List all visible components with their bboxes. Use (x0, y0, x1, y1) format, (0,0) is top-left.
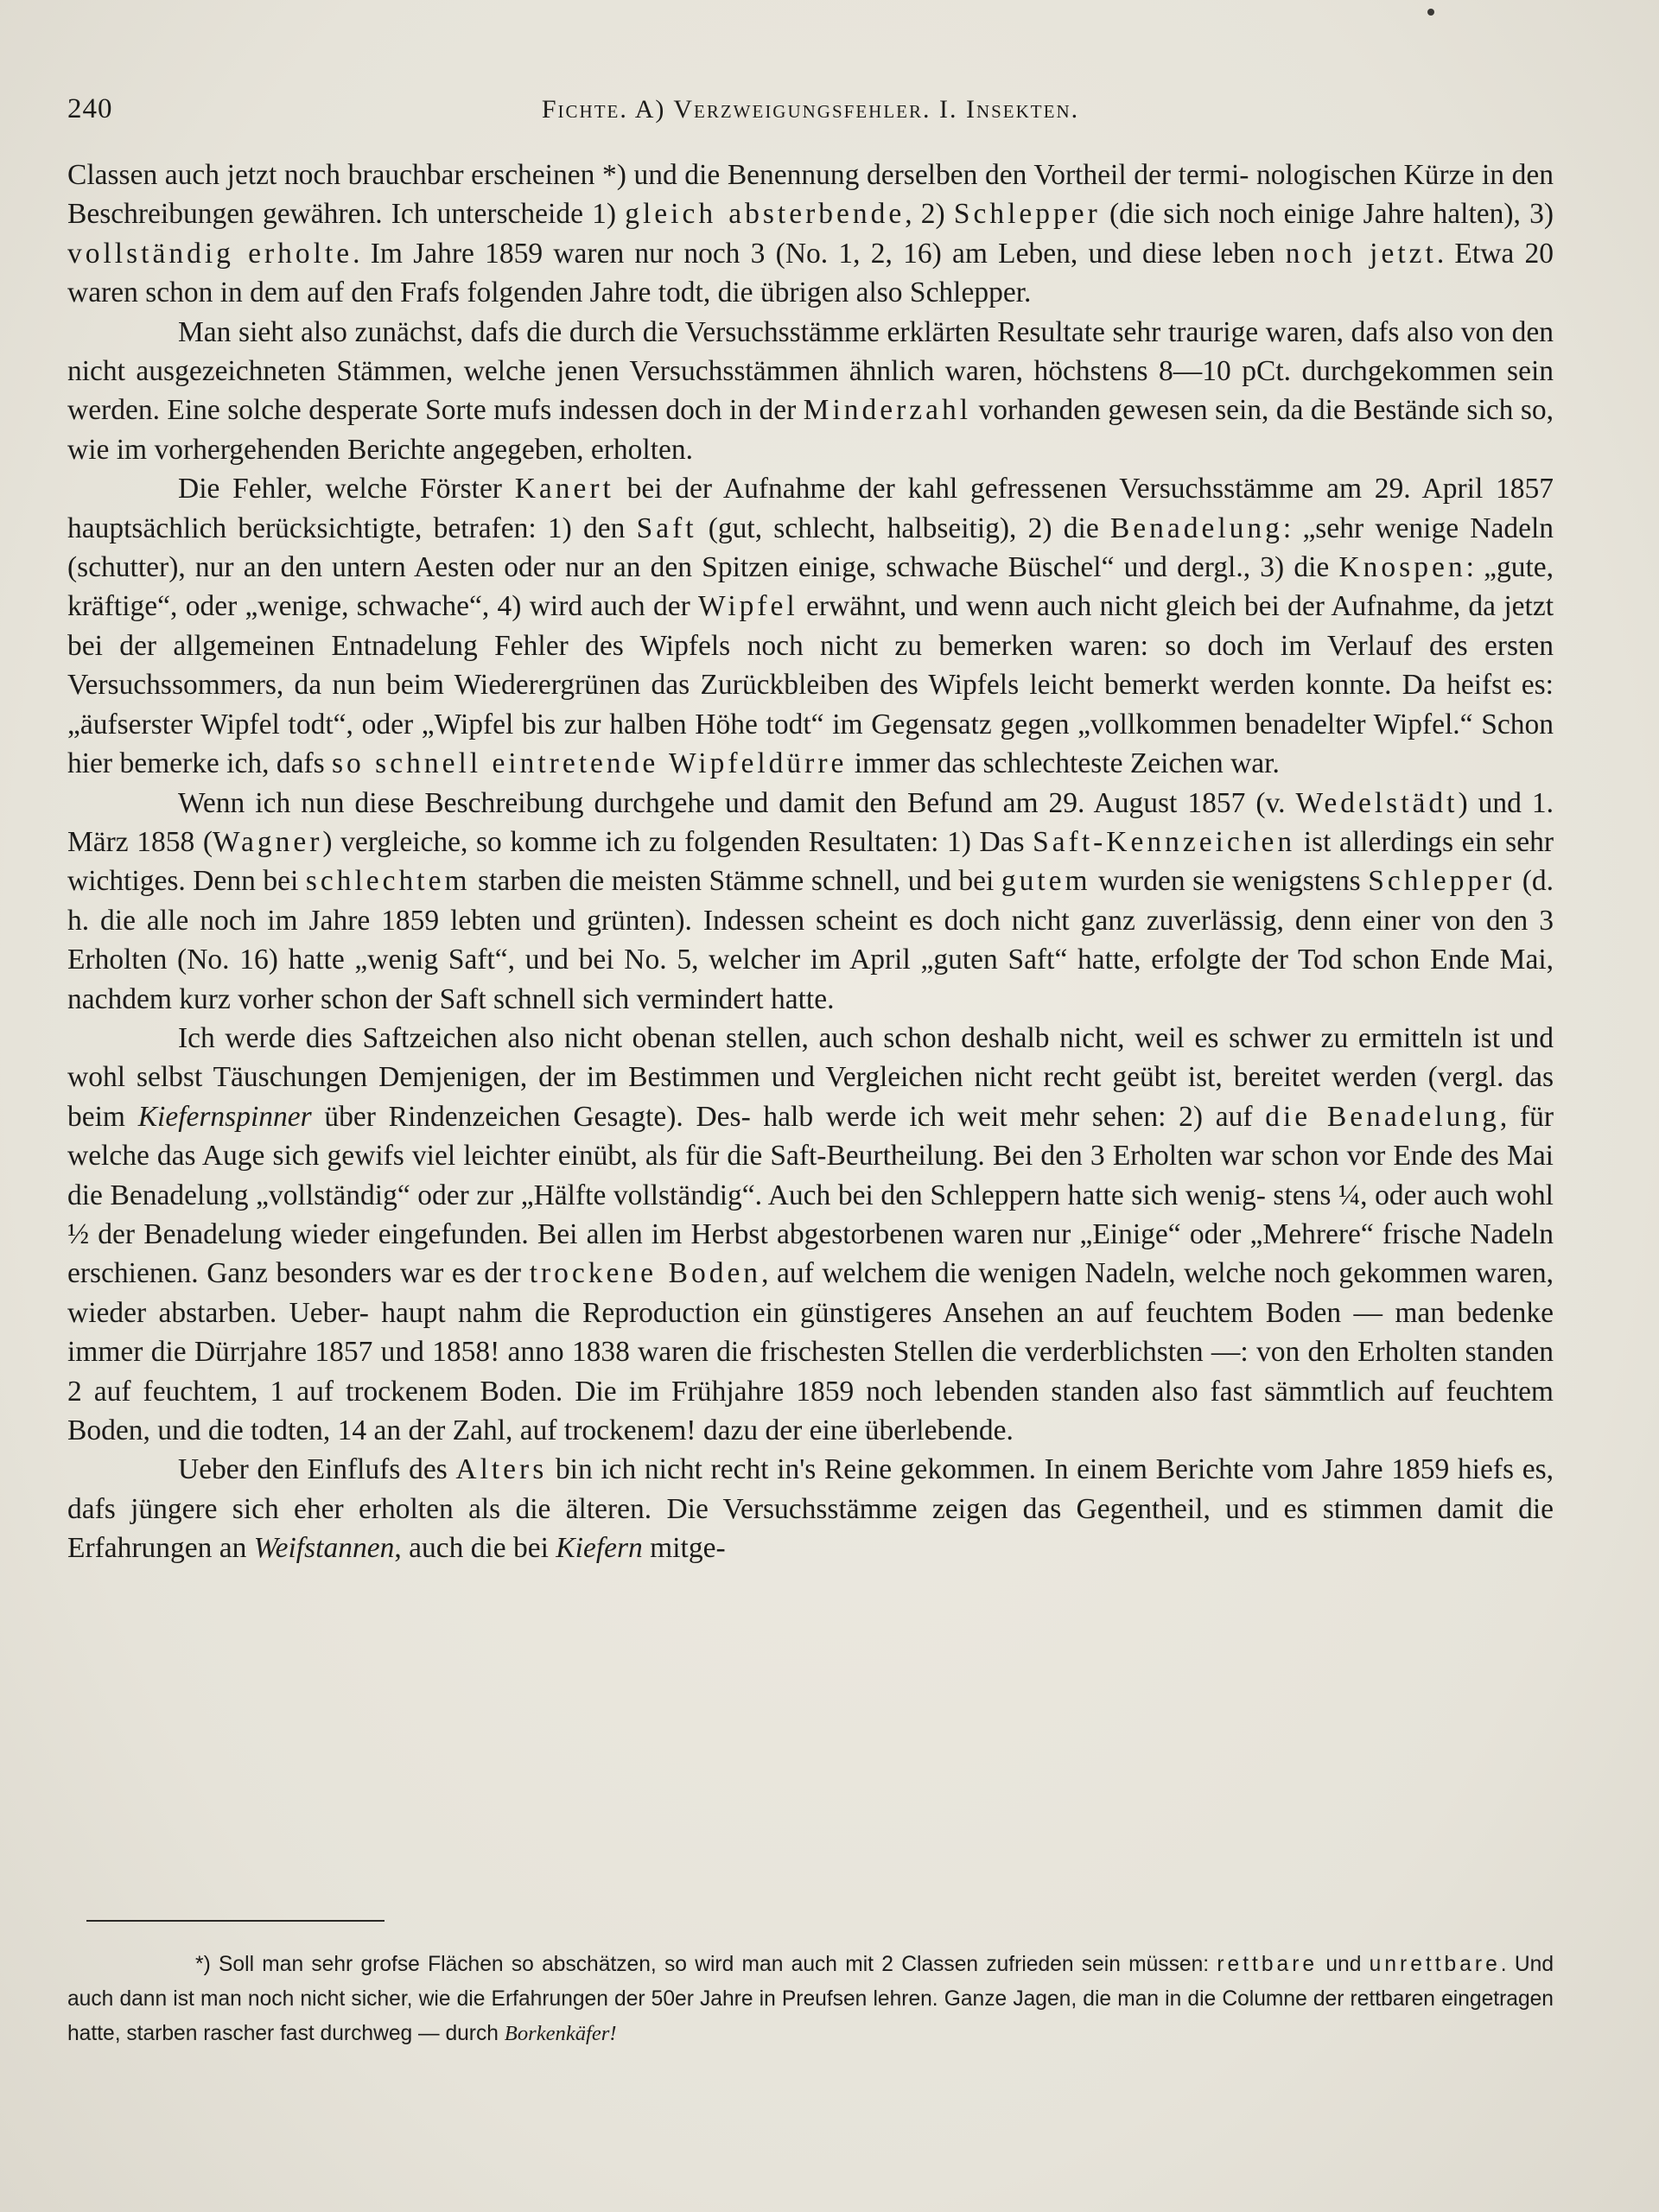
text-run: (gut, schlecht, halbseitig), 2) die (696, 512, 1110, 544)
text-run: mitge- (642, 1532, 726, 1565)
footnote-rule (86, 1920, 385, 1922)
spaced-emphasis: die Benadelung (1265, 1100, 1500, 1133)
spaced-emphasis: Schlepper (953, 198, 1101, 231)
print-speck (1427, 9, 1434, 16)
text-run: und (1318, 1953, 1370, 1976)
footnote-text (67, 1948, 1554, 2051)
text-run: über Rindenzeichen Gesagte). Des- halb werde ich weit mehr sehen: 2) auf (311, 1100, 1266, 1133)
spaced-emphasis: Saft (636, 512, 697, 544)
text-run: Classen auch jetzt noch brauchbar erscheinen *) und die Benennung derselben den Vortheil der termi- nologischen Kürze in den Beschreibungen gewähren. Ich unterscheide 1) (67, 159, 1554, 231)
italic-term: Kiefern (556, 1532, 643, 1565)
text-run: . Und auch dann ist man noch nicht sicher, wie die Erfahrungen der 50er Jahre in Preufsen lehren. Ganze Jagen, die man in die Columne der rettbaren eingetragen hatte, starben rascher fast durchweg — durch (67, 1953, 1554, 2045)
text-run: ist allerdings ein sehr wichtiges. Denn bei (67, 825, 1554, 898)
text-run: (die sich noch einige Jahre halten), 3) (1100, 198, 1554, 231)
spaced-emphasis: Benadelung (1109, 512, 1283, 544)
text-run: bei der Aufnahme der kahl gefressenen Versuchsstämme am 29. April 1857 hauptsächlich berücksichtigte, betrafen: 1) den (67, 473, 1554, 544)
body-text (67, 156, 1554, 1568)
text-run: wurden sie wenigstens (1090, 865, 1369, 898)
text-run: Man sieht also zunächst, dafs die durch die Versuchsstämme erklärten Resultate sehr traurige waren, dafs also von den nicht ausgezeichneten Stämmen, welche jenen Versuchsstämmen ähnlich waren, höchstens 8—10 pCt. durchgekommen sein werden. Eine solche desperate Sorte mufs indessen doch in der (67, 315, 1554, 427)
text-run: Wenn ich nun diese Beschreibung durchgehe und damit den Befund am 29. August 1857 (v. (178, 786, 1296, 819)
paragraph (67, 1019, 1554, 1450)
spaced-emphasis: gutem (1001, 865, 1091, 898)
paragraph (67, 784, 1554, 1019)
text-run: vorhanden gewesen sein, da die Bestände sich so, wie im vorhergehenden Berichte angegeben, erholten. (67, 394, 1554, 466)
paragraph (67, 313, 1554, 470)
text-run: Ich werde dies Saftzeichen also nicht obenan stellen, auch schon deshalb nicht, weil es schwer zu ermitteln ist und wohl selbst Täuschungen Demjenigen, der im Bestimmen und Vergleichen nicht recht geübt ist, bereitet werden (vergl. das beim (67, 1021, 1554, 1133)
paragraph (67, 469, 1554, 783)
text-run: *) Soll man sehr grofse Flächen so abschätzen, so wird man auch mit 2 Classen zufrieden sein müssen: (195, 1953, 1217, 1976)
spaced-emphasis: vollständig erholte (67, 237, 353, 270)
page-header (67, 93, 1554, 135)
spaced-emphasis: Wedelstädt (1295, 786, 1459, 819)
text-run: Ueber den Einflufs des (178, 1453, 456, 1486)
spaced-emphasis: gleich absterbende (625, 198, 906, 231)
spaced-emphasis: Knospen (1338, 551, 1466, 584)
spaced-emphasis: schlechtem (305, 865, 471, 898)
text-run: , für welche das Auge sich gewifs viel leichter einübt, als für die Saft-Beurtheilung. Bei den 3 Erholten war schon vor Ende des Mai die Benadelung „vollständig“ oder zur „Hälfte vollständig“. Auch bei den Schleppern hatte sich wenig- stens ¼, oder auch wohl ½ der Benadelung wieder eingefunden. Bei allen im Herbst abgestorbenen waren nur „Einige“ oder „Mehrere“ frische Nadeln erschienen. Ganz besonders war es der (67, 1100, 1554, 1290)
text-run: Die Fehler, welche Förster (178, 473, 515, 505)
running-title: Fichte. A) Verzweigungsfehler. I. Insekten. (541, 95, 1080, 124)
spaced-emphasis: Kanert (514, 473, 614, 505)
text-run: ) vergleiche, so komme ich zu folgenden Resultaten: 1) Das (322, 825, 1033, 858)
text-run: . Im Jahre 1859 waren nur noch 3 (No. 1, 2, 16) am Leben, und diese leben (353, 237, 1286, 270)
text-run: : „gute, kräftige“, oder „wenige, schwache“, 4) wird auch der (67, 551, 1554, 623)
paragraph (67, 1450, 1554, 1567)
text-run: bin ich nicht recht in's Reine gekommen. In einem Berichte vom Jahre 1859 hiefs es, dafs jüngere sich eher erholten als die älteren. Die Versuchsstämme zeigen das Gegentheil, und es stimmen damit die Erfahrungen an (67, 1453, 1554, 1565)
page-number: 240 (67, 93, 113, 124)
spaced-emphasis: Wipfel (698, 590, 798, 623)
text-run: erwähnt, und wenn auch nicht gleich bei der Aufnahme, da jetzt bei der allgemeinen Entnadelung Fehler des Wipfels noch nicht zu bemerken waren: so doch im Verlauf des ersten Versuchssommers, da nun beim Wiederergrünen das Zurückbleiben des Wipfels leicht bemerkt werden konnte. Da heifst es: „äufserster Wipfel todt“, oder „Wipfel bis zur halben Höhe todt“ im Gegensatz gegen „vollkommen benadelter Wipfel.“ Schon hier bemerke ich, dafs (67, 590, 1554, 780)
text-run: immer das schlechteste Zeichen war. (847, 747, 1280, 780)
text-run: , auch die bei (394, 1532, 556, 1565)
text-run: . Etwa 20 waren schon in dem auf den Frafs folgenden Jahre todt, die übrigen also Schlepper. (67, 237, 1554, 309)
text-run: : „sehr wenige Nadeln (schutter), nur an den untern Aesten oder nur an den Spitzen einige, schwache Büschel“ und dergl., 3) die (67, 512, 1554, 584)
text-run: (d. h. die alle noch im Jahre 1859 lebten und grünten). Indessen scheint es doch nicht ganz zuverlässig, denn einer von den 3 Erholten (No. 16) hatte „wenig Saft“, und bei No. 5, welcher im April „guten Saft“ hatte, erfolgte der Tod schon Ende Mai, nachdem kurz vorher schon der Saft schnell sich vermindert hatte. (67, 865, 1554, 1015)
italic-term: Weifstannen (253, 1532, 395, 1565)
italic-term: Borkenkäfer! (504, 2022, 617, 2045)
text-run: starben die meisten Stämme schnell, und bei (470, 865, 1001, 898)
spaced-emphasis: Wagner (213, 825, 323, 858)
spaced-emphasis: unrettbare (1369, 1953, 1501, 1976)
spaced-emphasis: so schnell eintretende Wipfeldürre (332, 747, 848, 780)
spaced-emphasis: Saft-Kennzeichen (1033, 825, 1296, 858)
spaced-emphasis: rettbare (1217, 1953, 1319, 1976)
spaced-emphasis: Minderzahl (803, 394, 972, 427)
spaced-emphasis: Alters (455, 1453, 548, 1486)
spaced-emphasis: noch jetzt (1285, 237, 1437, 270)
text-run: ) und 1. März 1858 ( (67, 786, 1554, 858)
italic-term: Kiefernspinner (137, 1100, 312, 1133)
text-run: , auf welchem die wenigen Nadeln, welche noch gekommen waren, wieder abstarben. Ueber- haupt nahm die Reproduction ein günstigeres Ansehen an auf feuchtem Boden — man bedenke immer die Dürrjahre 1857 und 1858! anno 1838 waren die frischesten Stellen die verderblichsten —: von den Erholten standen 2 auf feuchtem, 1 auf trockenem Boden. Die im Frühjahre 1859 noch lebenden standen also fast sämmtlich auf feuchtem Boden, und die todten, 14 an der Zahl, auf trockenem! dazu der eine überlebende. (67, 1257, 1554, 1446)
spaced-emphasis: trockene Boden (529, 1257, 762, 1290)
paragraph (67, 156, 1554, 313)
footnote (67, 1948, 1554, 2051)
spaced-emphasis: Schlepper (1368, 865, 1516, 898)
text-run: , 2) (905, 198, 954, 231)
